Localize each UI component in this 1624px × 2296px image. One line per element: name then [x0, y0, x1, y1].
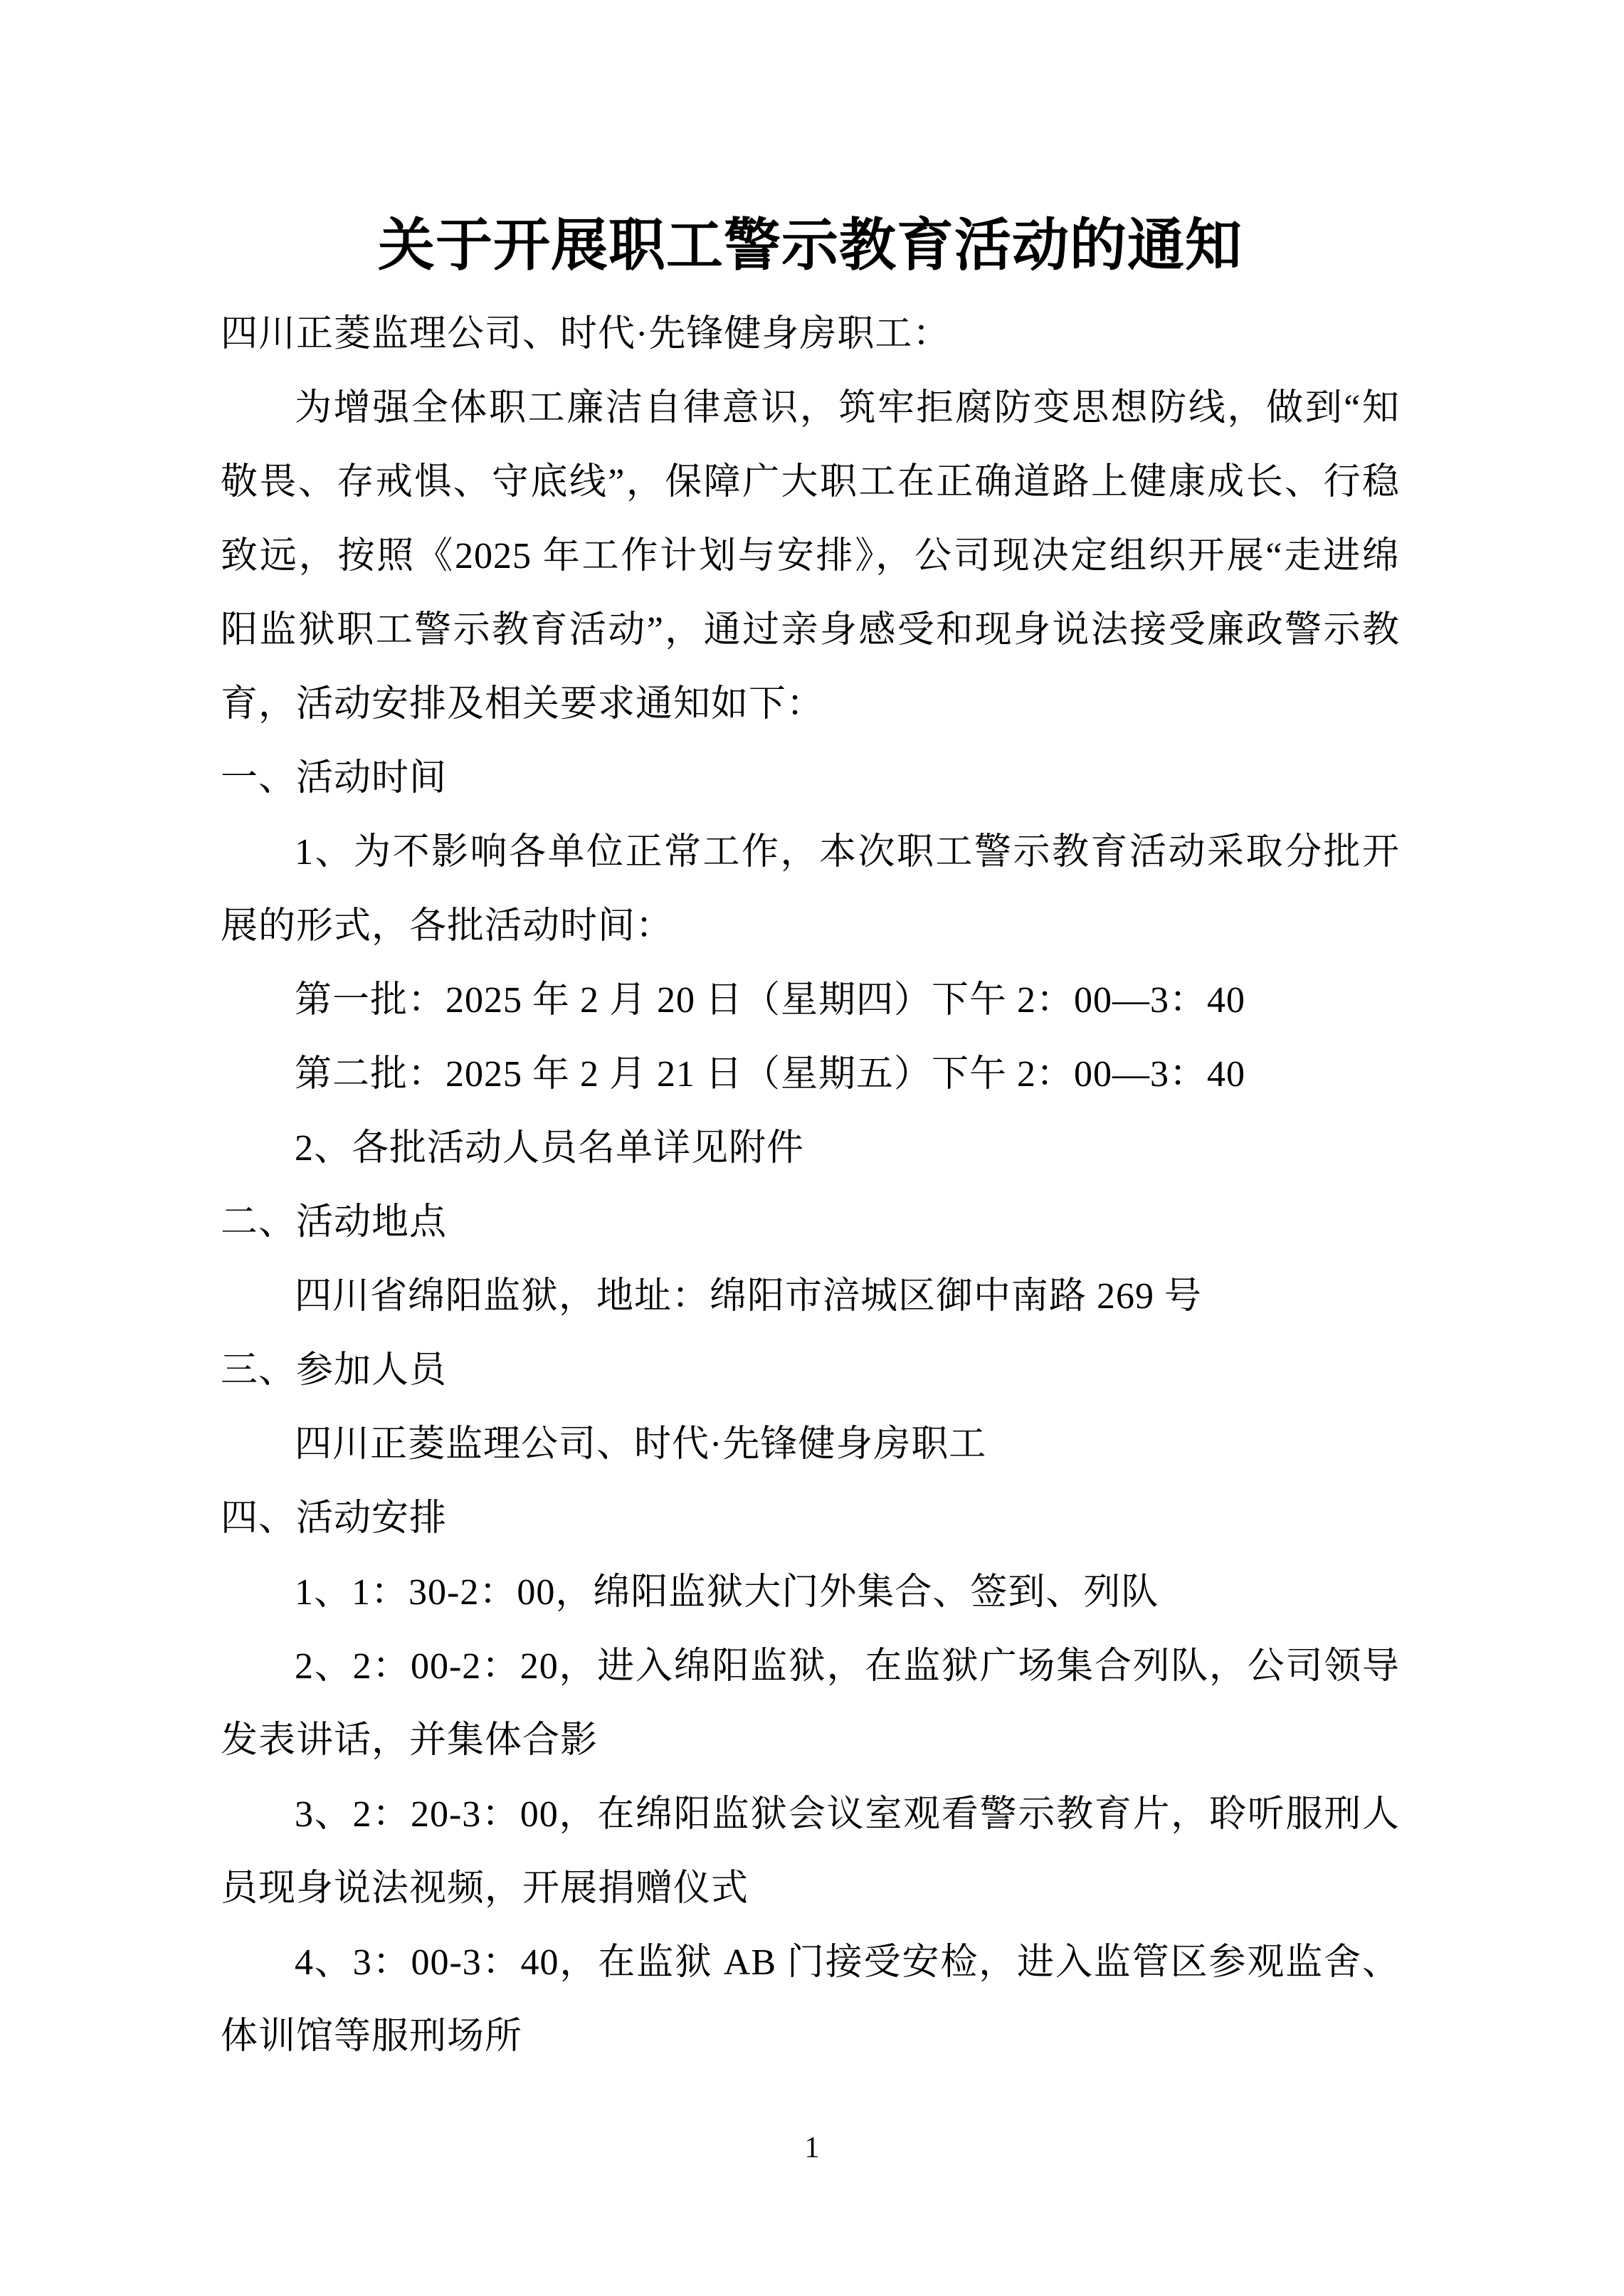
body-line: 四川正菱监理公司、时代·先锋健身房职工	[295, 1424, 987, 1465]
body-line: 育，活动安排及相关要求通知如下：	[221, 684, 825, 725]
body-line: 发表讲话，并集体合影	[221, 1720, 599, 1761]
body-line: 4、3：00-3：40，在监狱 AB 门接受安检，进入监管区参观监舍、	[295, 1942, 1400, 1983]
body-line: 为增强全体职工廉洁自律意识，筑牢拒腐防变思想防线，做到“知	[295, 388, 1400, 428]
body-line: 1、1：30-2：00，绵阳监狱大门外集合、签到、列队	[295, 1572, 1159, 1613]
document-body	[221, 297, 1400, 2074]
document-content	[221, 205, 1400, 2074]
body-line: 体训馆等服刑场所	[221, 2016, 523, 2057]
document-title: 关于开展职工警示教育活动的通知	[378, 215, 1243, 278]
section-heading: 一、活动时间	[221, 758, 448, 799]
section-heading: 四、活动安排	[221, 1498, 448, 1539]
body-line: 第一批：2025 年 2 月 20 日（星期四）下午 2：00—3：40	[295, 980, 1246, 1021]
section-heading: 三、参加人员	[221, 1350, 448, 1391]
body-line: 员现身说法视频，开展捐赠仪式	[221, 1868, 749, 1909]
body-line: 敬畏、存戒惧、守底线”，保障广大职工在正确道路上健康成长、行稳	[221, 462, 1400, 502]
body-line: 四川省绵阳监狱，地址：绵阳市涪城区御中南路 269 号	[295, 1276, 1203, 1317]
body-line: 1、为不影响各单位正常工作，本次职工警示教育活动采取分批开	[295, 832, 1400, 873]
body-line: 阳监狱职工警示教育活动”，通过亲身感受和现身说法接受廉政警示教	[221, 610, 1400, 651]
body-line: 致远，按照《2025 年工作计划与安排》，公司现决定组织开展“走进绵	[221, 536, 1400, 576]
body-line: 第二批：2025 年 2 月 21 日（星期五）下午 2：00—3：40	[295, 1054, 1246, 1095]
section-heading: 二、活动地点	[221, 1202, 448, 1243]
page-number: 1	[804, 2132, 820, 2164]
body-line: 展的形式，各批活动时间：	[221, 906, 674, 947]
body-line: 2、各批活动人员名单详见附件	[295, 1128, 805, 1169]
salutation-line: 四川正菱监理公司、时代·先锋健身房职工：	[221, 314, 951, 354]
body-line: 2、2：00-2：20，进入绵阳监狱，在监狱广场集合列队，公司领导	[295, 1646, 1400, 1687]
body-line: 3、2：20-3：00，在绵阳监狱会议室观看警示教育片，聆听服刑人	[295, 1794, 1400, 1835]
